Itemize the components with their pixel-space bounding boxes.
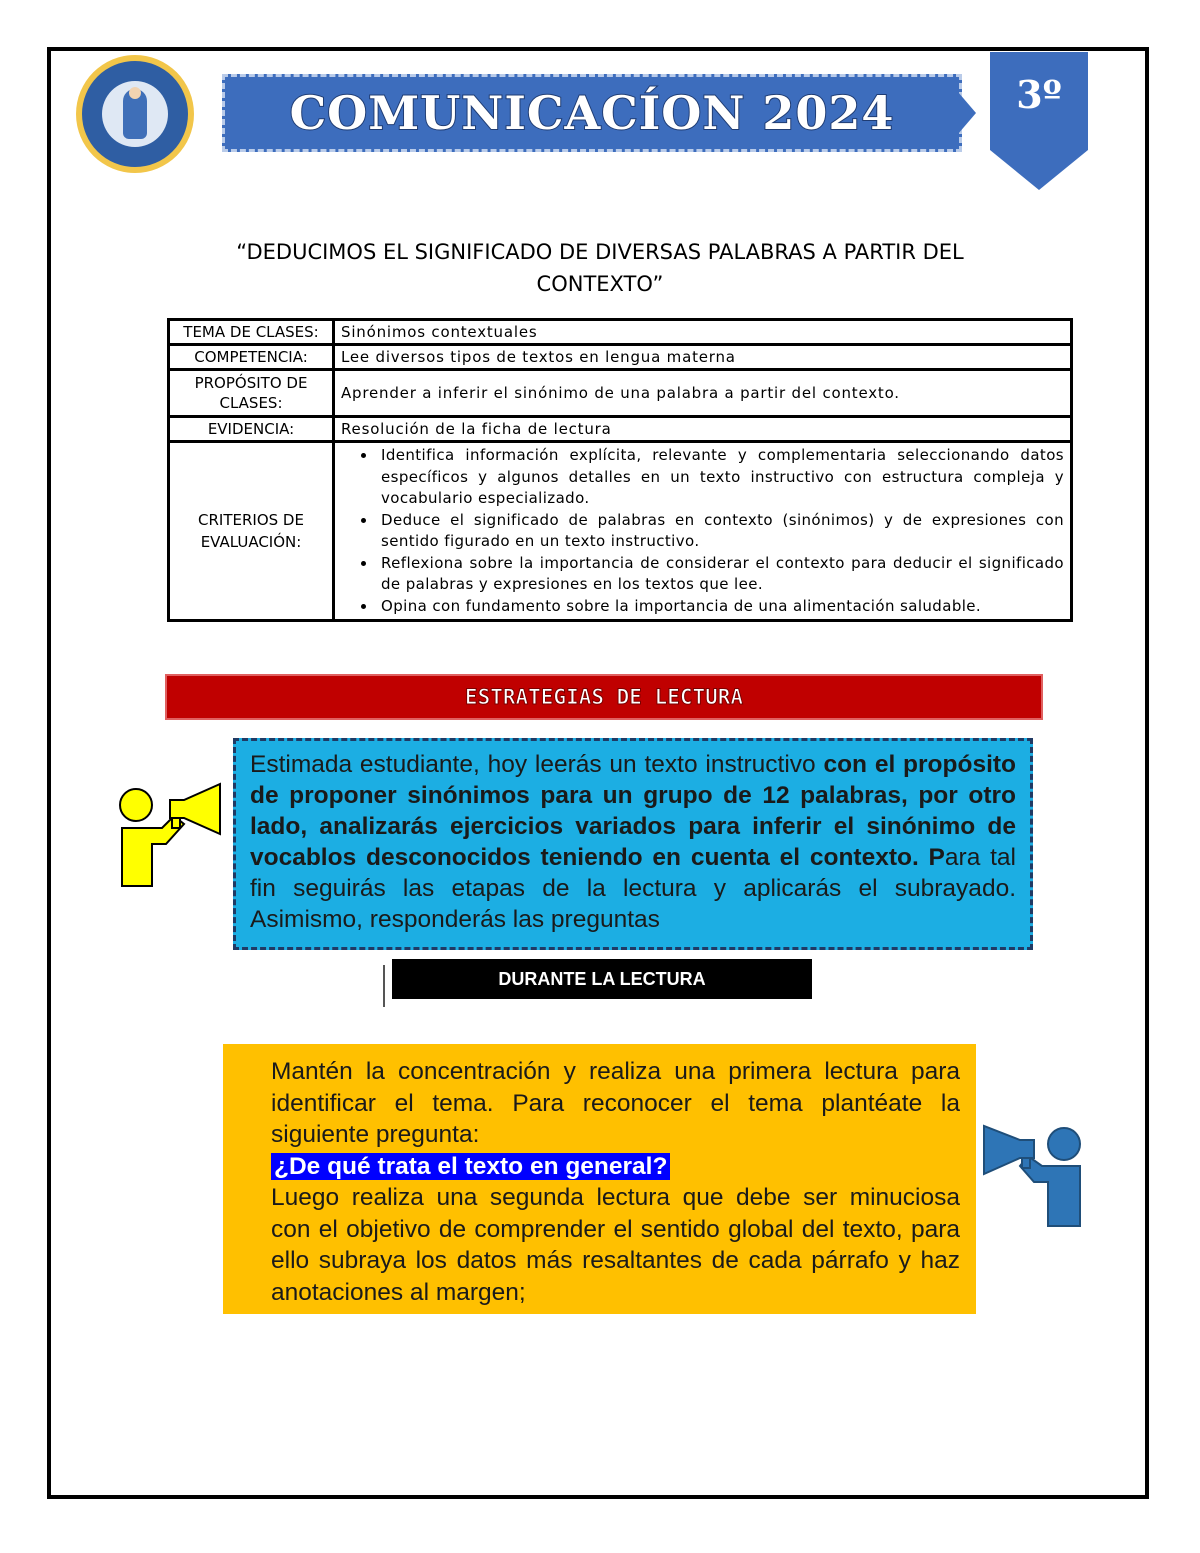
lesson-info-table [167,318,1073,622]
virgin-figure-icon [123,89,147,139]
row-value: Aprender a inferir el sinónimo de una palabra a partir del contexto. [334,370,1072,417]
megaphone-person-icon [982,1122,1090,1228]
criteria-item: • Identifica información explícita, relevante y complementaria seleccionando datos específicos y algunos detalles en un texto instructivo con estructura compleja y vocabulario especializado. [377,445,1064,510]
row-value: Sinónimos contextuales [334,320,1072,345]
table-row [169,442,1072,621]
reading-paragraph: Mantén la concentración y realiza una primera lectura para identificar el tema. Para reconocer el tema plantéate la siguiente pregunta: [271,1058,960,1148]
question-line [271,1151,960,1183]
criteria-label: CRITERIOS DE EVALUACIÓN: [169,442,334,621]
intro-text-plain: Estimada estudiante, hoy leerás un texto instructivo [250,751,824,778]
table-row [169,417,1072,442]
intro-box [233,738,1033,950]
criteria-item: • Reflexiona sobre la importancia de considerar el contexto para deducir el significado de palabras y expresiones en los textos que lee. [377,553,1064,596]
criteria-item: • Opina con fundamento sobre la importancia de una alimentación saludable. [377,596,1064,618]
table-row [169,345,1072,370]
criteria-list [341,445,1064,617]
seal-ring [82,61,188,167]
row-label: COMPETENCIA: [169,345,334,370]
row-label: EVIDENCIA: [169,417,334,442]
criteria-cell [334,442,1072,621]
row-label: PROPÓSITO DE CLASES: [169,370,334,417]
criteria-item: • Deduce el significado de palabras en contexto (sinónimos) y de expresiones con sentido figurado en un texto instructivo. [377,510,1064,553]
seal-center [102,81,168,147]
row-value: Lee diversos tipos de textos en lengua materna [334,345,1072,370]
divider [383,965,385,1007]
row-label: TEMA DE CLASES: [169,320,334,345]
during-reading-heading: DURANTE LA LECTURA [392,959,812,999]
reading-instructions-box [223,1044,976,1314]
page-title: “DEDUCIMOS EL SIGNIFICADO DE DIVERSAS PALABRAS A PARTIR DEL CONTEXTO” [236,240,964,296]
guiding-question: ¿De qué trata el texto en general? [271,1153,670,1180]
reading-paragraph: Luego realiza una segunda lectura que debe ser minuciosa con el objetivo de comprender el sentido global del texto, para ello subraya los datos más resaltantes de cada párrafo y haz anotaciones al margen; [271,1184,960,1306]
table-row [169,370,1072,417]
intro-text-plain: ara tal fin seguirás las etapas de la lectura y aplicarás el subrayado. Asimismo, responderás las preguntas [250,844,1016,933]
grade-label: 3º [1016,72,1062,117]
table-row [169,320,1072,345]
school-seal-icon [76,55,194,173]
strategies-heading: ESTRATEGIAS DE LECTURA [165,674,1043,720]
banner-title: COMUNICACÍON 2024 [289,86,895,140]
megaphone-person-icon [112,778,227,890]
intro-text-bold: con el propósito de proponer sinónimos para un grupo de 12 palabras, por otro lado, analizarás ejercicios variados para inferir el sinónimo de vocablos desconocidos teniendo en cuenta el contexto. P [250,751,1017,871]
row-value: Resolución de la ficha de lectura [334,417,1072,442]
